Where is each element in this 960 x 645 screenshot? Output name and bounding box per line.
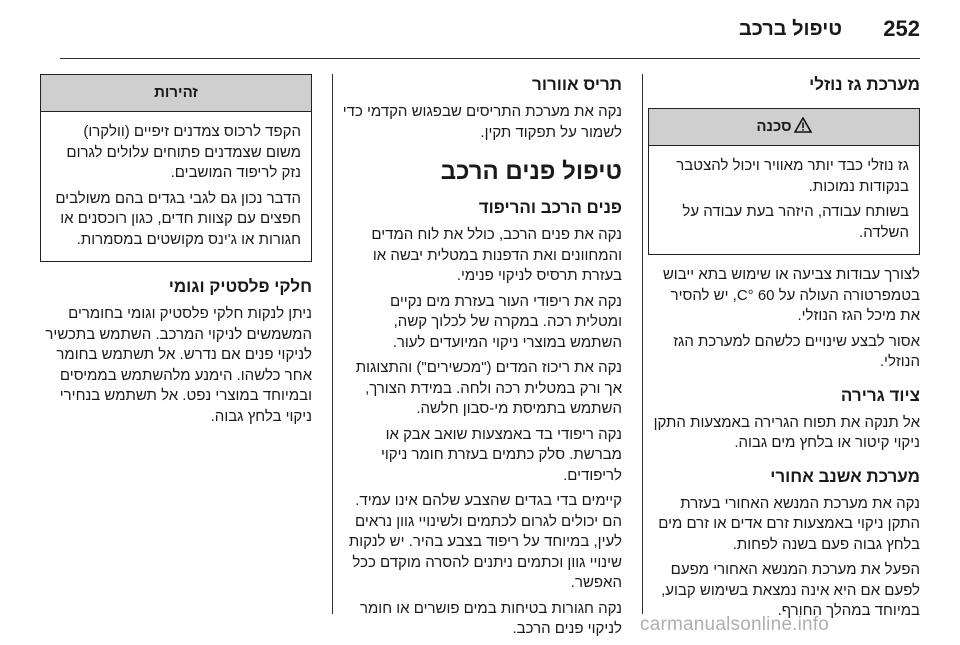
danger-box-title: סכנה — [756, 118, 792, 135]
section-heading-rear-carrier: מערכת אשנב אחורי — [770, 466, 920, 486]
chapter-heading-interior: טיפול פנים הרכב — [440, 158, 622, 185]
column-divider — [642, 74, 643, 614]
section-heading-upholstery: פנים הרכב והריפוד — [478, 198, 622, 217]
caution-box-body — [41, 112, 311, 261]
body-paragraph: נקה את ריכוז המדים ("מכשירים") והתצוגות אך ורק במטלית רכה ולחה. במידת הצורך, השתמש בתמיסת מי-סבון חלשה. — [355, 359, 622, 417]
danger-box-header — [649, 109, 919, 146]
warning-triangle-icon — [794, 117, 812, 133]
header-rule — [60, 58, 920, 59]
section-heading-lpg: מערכת גז נוזלי — [809, 75, 920, 94]
body-paragraph: נקה ריפודי בד באמצעות שואב אבק או מברשת. סלק כתמים בעזרת חומר ניקוי לריפודים. — [380, 425, 622, 484]
caution-box-header: זהירות — [41, 75, 311, 112]
caution-text: הדבר נכון גם לגבי בגדים בהם משולבים חפצים עם קצוות חדים, כגון רוכסנים או חגורות או ג'ינס מקושטים במסמרות. — [55, 189, 301, 248]
column-divider — [332, 74, 333, 614]
middle-column — [340, 74, 622, 645]
danger-box-body — [649, 146, 919, 254]
body-paragraph: אסור לבצע שינויים כלשהם למערכת הגז הנוזלי. — [673, 332, 920, 370]
left-column — [40, 74, 312, 432]
body-paragraph: ניתן לנקות חלקי פלסטיק וגומי בחומרים המשמשים לניקוי המרכב. השתמש בתכשיר לניקוי פנים אם נדרש. אל תשתמש בחומר אחר כלשהו. הימנע מלהשתמש בממיסים ובמיוחד במוצרי נפט. אל תשתמש בנחירי ניקוי בלחץ גבוה. — [45, 305, 312, 425]
body-paragraph: נקה את פנים הרכב, כולל את לוח המדים והמחוונים ואת הדפנות במטלית יבשה או בעזרת תרסיס לניקוי פנימי. — [371, 226, 622, 284]
body-paragraph: הפעל את מערכת המנשא האחורי מפעם לפעם אם היא אינה נמצאת בשימוש קבוע, במיוחד במהלך החורף. — [661, 561, 920, 619]
danger-text: גז נוזלי כבד יותר מאוויר ויכול להצטבר בנקודות נמוכות. — [676, 157, 909, 195]
danger-box — [648, 108, 920, 255]
right-column — [648, 74, 920, 627]
caution-box — [40, 74, 312, 262]
body-paragraph: קיימים בדי בגדים שהצבע שלהם אינו עמיד. הם יכולים לגרום לכתמים ולשינויי גוון נראים לעין, במיוחד על ריפוד בצבע בהיר. יש לנקות שינויי גוון וכתמים ניתנים להסרה מוקדם ככל האפשר. — [348, 492, 622, 591]
body-paragraph: נקה את מערכת התריסים שבפגוש הקדמי כדי לשמור על תפקוד תקין. — [342, 103, 622, 141]
page-title: טיפול ברכב — [738, 18, 842, 40]
section-heading-towing: ציוד גרירה — [840, 385, 920, 405]
body-paragraph: אל תנקה את תפוח הגרירה באמצעות התקן ניקוי קיטור או בלחץ מים גבוה. — [653, 413, 920, 451]
section-heading-plastic-rubber: חלקי פלסטיק וגומי — [168, 277, 312, 296]
watermark: carmanualsonline.info — [640, 614, 830, 635]
section-heading-vents: תריס אוורור — [532, 75, 622, 94]
caution-text: הקפד לרכוס צמדנים זיפיים (וולקרו) משום שצמדנים פתוחים עלולים לגרום נזק לריפוד המושבים. — [66, 123, 301, 181]
danger-text: בשותח עבודה, היזהר בעת עבודה על השלדה. — [682, 203, 909, 241]
body-paragraph: לצורך עבודות צביעה או שימוש בתא ייבוש בטמפרטורה העולה על 60 °C, יש להסיר את מיכל הגז הנוזלי. — [662, 266, 920, 324]
page-number: 252 — [883, 16, 920, 41]
body-paragraph: נקה חגורות בטיחות במים פושרים או חומר לניקוי פנים הרכב. — [359, 599, 622, 637]
body-paragraph: נקה את ריפודי העור בעזרת מים נקיים ומטלית רכה. במקרה של לכלוך קשה, השתמש במוצרי ניקוי המיועדים לעור. — [390, 292, 622, 351]
page-header — [0, 0, 960, 60]
body-paragraph: נקה את מערכת המנשא האחורי בעזרת התקן ניקוי באמצעות זרם אדים או זרם מים בלחץ גבוה פעם בשנה לפחות. — [658, 494, 920, 553]
